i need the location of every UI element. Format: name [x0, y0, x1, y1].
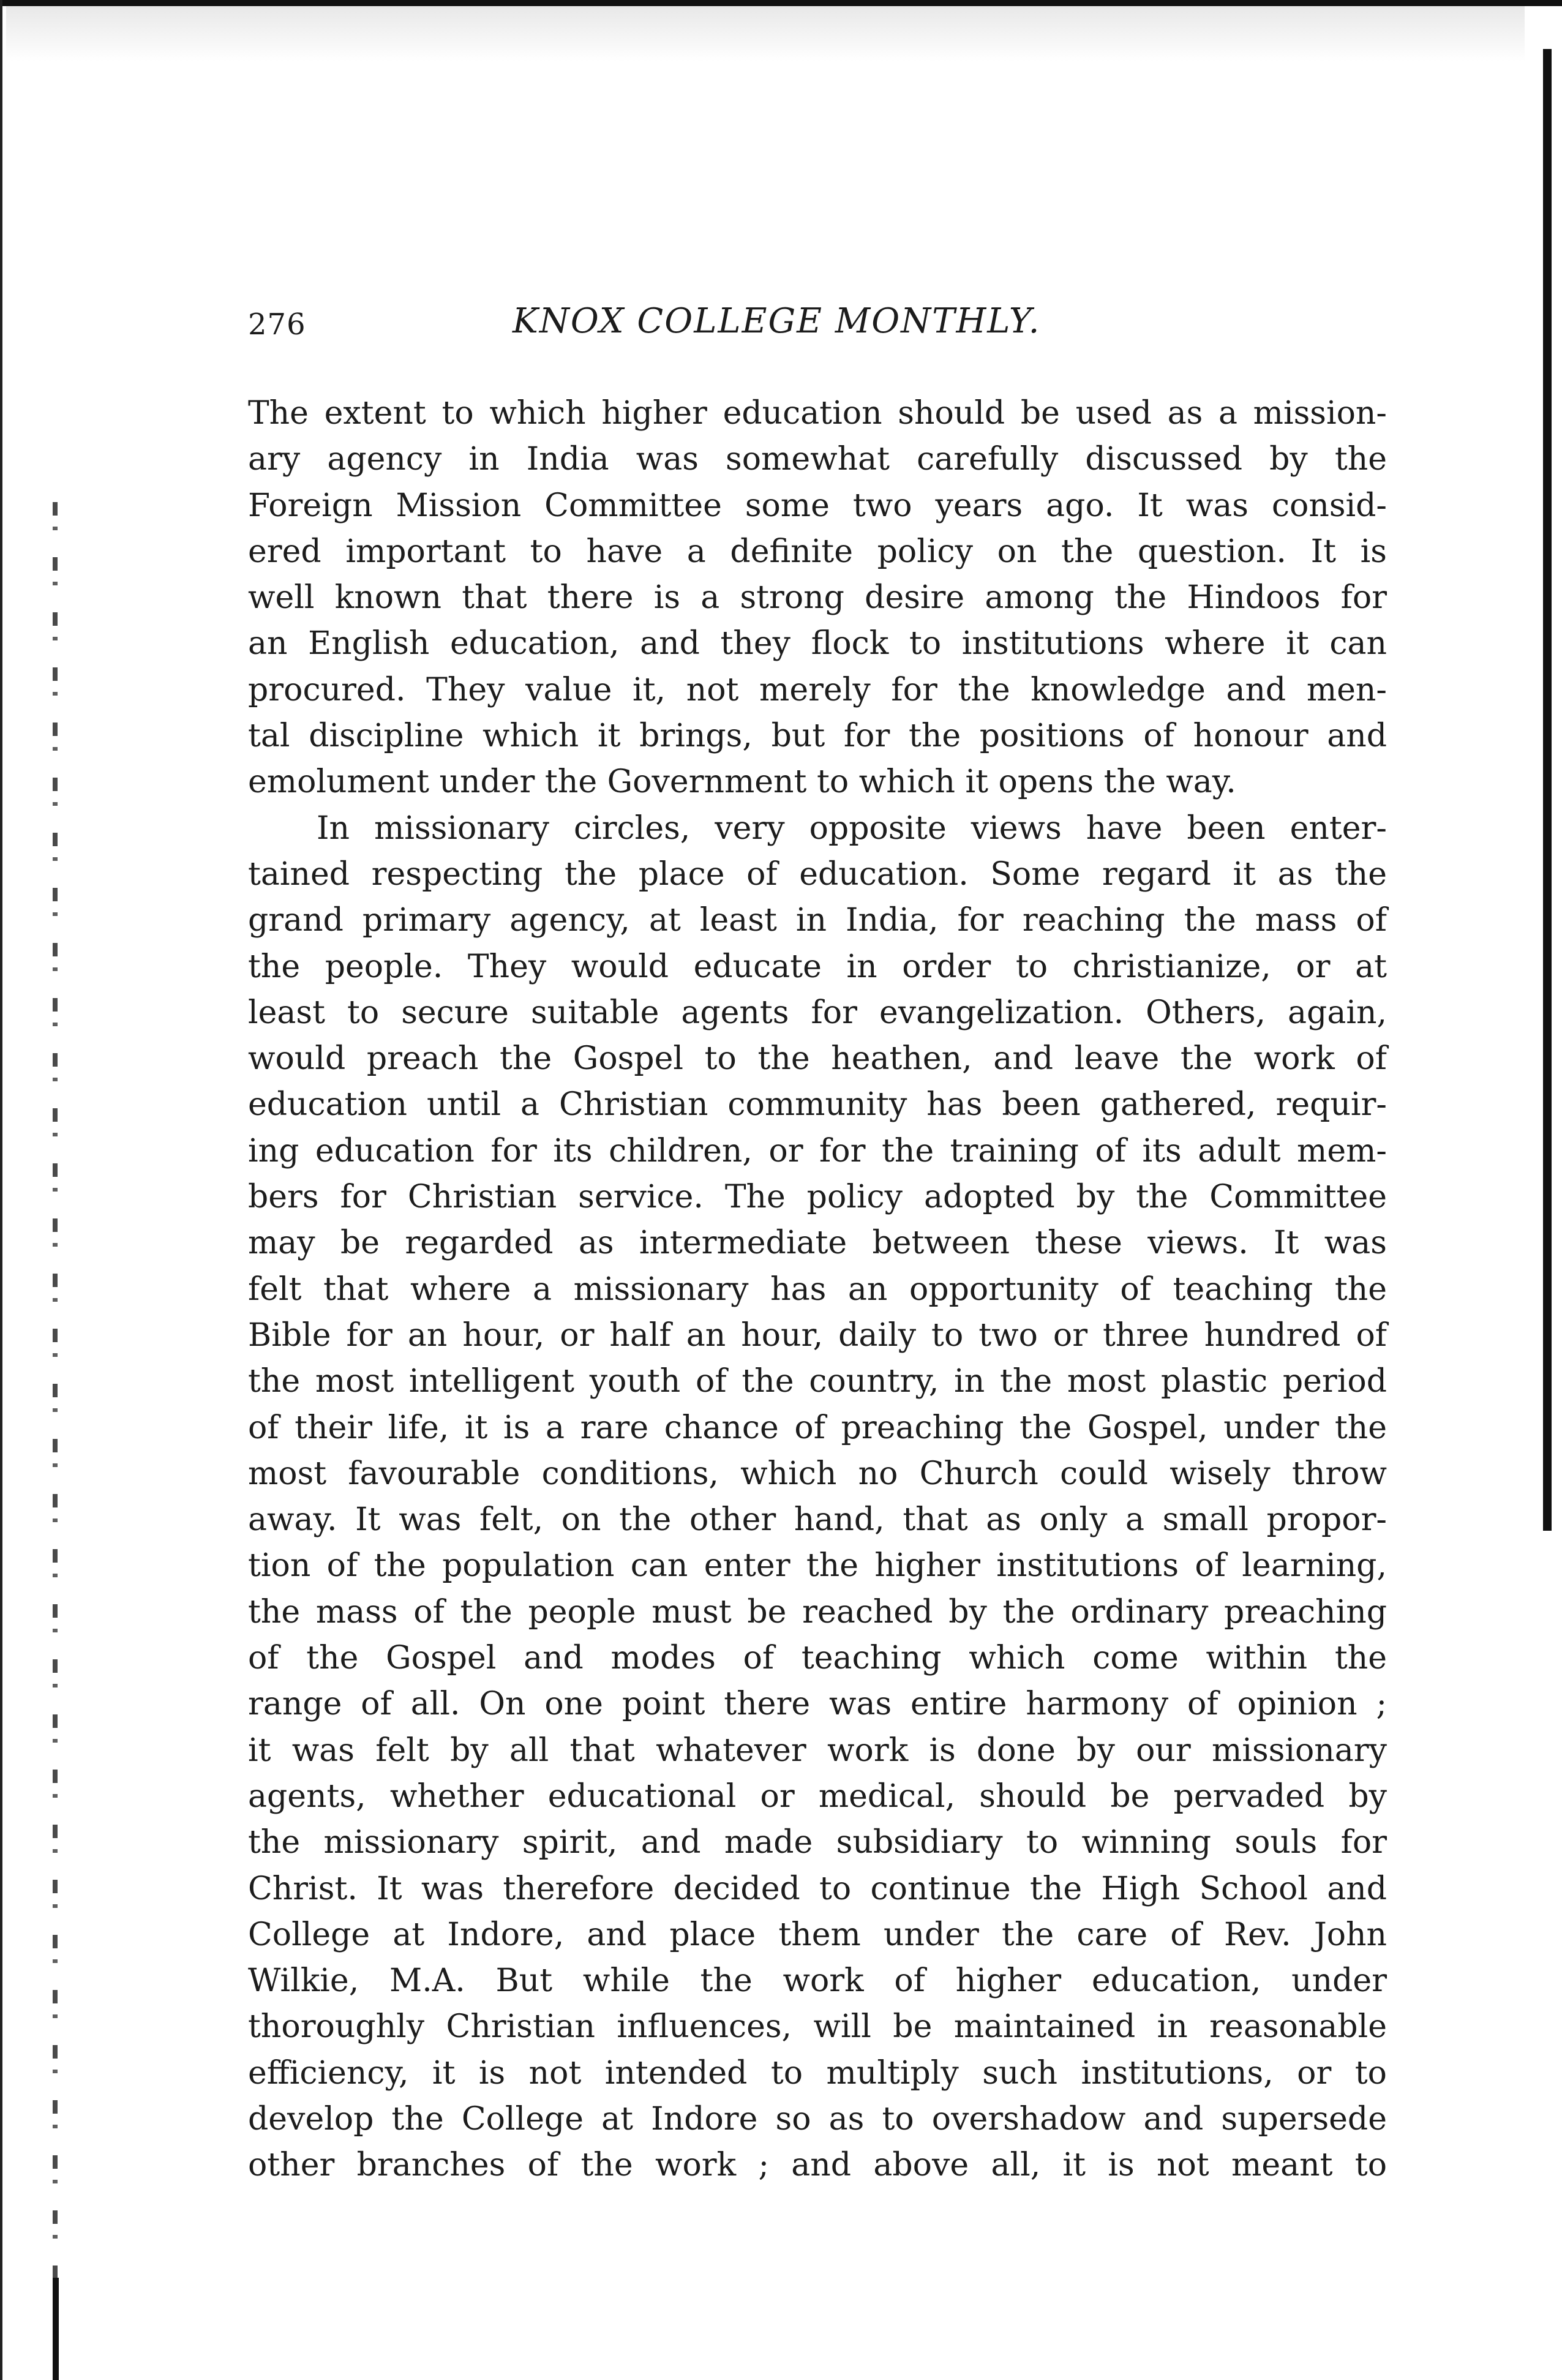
scan-border-top [0, 0, 1562, 6]
text-line: would preach the Gospel to the heathen, and leave the work of [248, 1040, 1387, 1078]
text-line: ary agency in India was somewhat carefully discussed by the [248, 441, 1387, 478]
scan-gutter-mark-bottom [53, 2278, 59, 2380]
text-line: agents, whether educational or medical, should be pervaded by [248, 1777, 1387, 1815]
text-line: of their life, it is a rare chance of preaching the Gospel, under the [248, 1409, 1387, 1446]
text-line: well known that there is a strong desire among the Hindoos for [248, 579, 1387, 617]
text-line: Christ. It was therefore decided to continue the High School and [248, 1870, 1387, 1907]
text-line: ered important to have a definite policy on the question. It is [248, 533, 1387, 570]
text-line: felt that where a missionary has an opportunity of teaching the [248, 1271, 1387, 1308]
scan-shadow-top [6, 6, 1525, 61]
text-line: least to secure suitable agents for evangelization. Others, again, [248, 994, 1387, 1031]
text-line: efficiency, it is not intended to multiply such institutions, or to [248, 2054, 1387, 2092]
text-line: may be regarded as intermediate between these views. It was [248, 1225, 1387, 1262]
text-line: develop the College at Indore so as to overshadow and supersede [248, 2100, 1387, 2138]
page-header [248, 301, 1387, 350]
text-line: procured. They value it, not merely for the knowledge and men- [248, 671, 1387, 708]
text-line: thoroughly Christian influences, will be maintained in reasonable [248, 2008, 1387, 2046]
text-line: The extent to which higher education should be used as a mission- [248, 395, 1387, 432]
text-line: the most intelligent youth of the country, in the most plastic period [248, 1363, 1387, 1400]
text-line: emolument under the Government to which it opens the way. [248, 764, 1236, 801]
text-line: Wilkie, M.A. But while the work of higher education, under [248, 1962, 1387, 2000]
scan-gutter-marks [53, 502, 58, 2339]
scan-border-left [0, 0, 2, 2380]
text-line: tal discipline which it brings, but for the positions of honour and [248, 718, 1387, 755]
text-line: In missionary circles, very opposite views have been enter- [317, 809, 1387, 847]
text-line: other branches of the work ; and above all, it is not meant to [248, 2147, 1387, 2184]
text-line: away. It was felt, on the other hand, that as only a small propor- [248, 1501, 1387, 1539]
text-line: an English education, and they flock to institutions where it can [248, 625, 1387, 663]
text-line: the mass of the people must be reached by the ordinary preaching [248, 1593, 1387, 1631]
text-line: education until a Christian community has been gathered, requir- [248, 1086, 1387, 1124]
text-line: Foreign Mission Committee some two years ago. It was consid- [248, 487, 1387, 524]
text-line: range of all. On one point there was entire harmony of opinion ; [248, 1686, 1387, 1723]
page-number: 276 [248, 307, 306, 342]
text-line: tained respecting the place of education. Some regard it as the [248, 855, 1387, 893]
text-line: it was felt by all that whatever work is done by our missionary [248, 1732, 1387, 1769]
text-line: College at Indore, and place them under the care of Rev. John [248, 1916, 1387, 1953]
text-line: Bible for an hour, or half an hour, daily to two or three hundred of [248, 1316, 1387, 1354]
text-line: the people. They would educate in order to christianize, or at [248, 948, 1387, 985]
text-line: most favourable conditions, which no Church could wisely throw [248, 1455, 1387, 1492]
article-body [248, 391, 1387, 2189]
text-line: tion of the population can enter the higher institutions of learning, [248, 1547, 1387, 1585]
text-line: grand primary agency, at least in India, for reaching the mass of [248, 902, 1387, 939]
running-title: KNOX COLLEGE MONTHLY. [513, 301, 1041, 341]
text-line: of the Gospel and modes of teaching which come within the [248, 1640, 1387, 1677]
text-line: ing education for its children, or for the training of its adult mem- [248, 1132, 1387, 1169]
text-line: bers for Christian service. The policy adopted by the Committee [248, 1179, 1387, 1216]
scan-border-right [1543, 49, 1552, 1531]
text-line: the missionary spirit, and made subsidiary to winning souls for [248, 1824, 1387, 1861]
